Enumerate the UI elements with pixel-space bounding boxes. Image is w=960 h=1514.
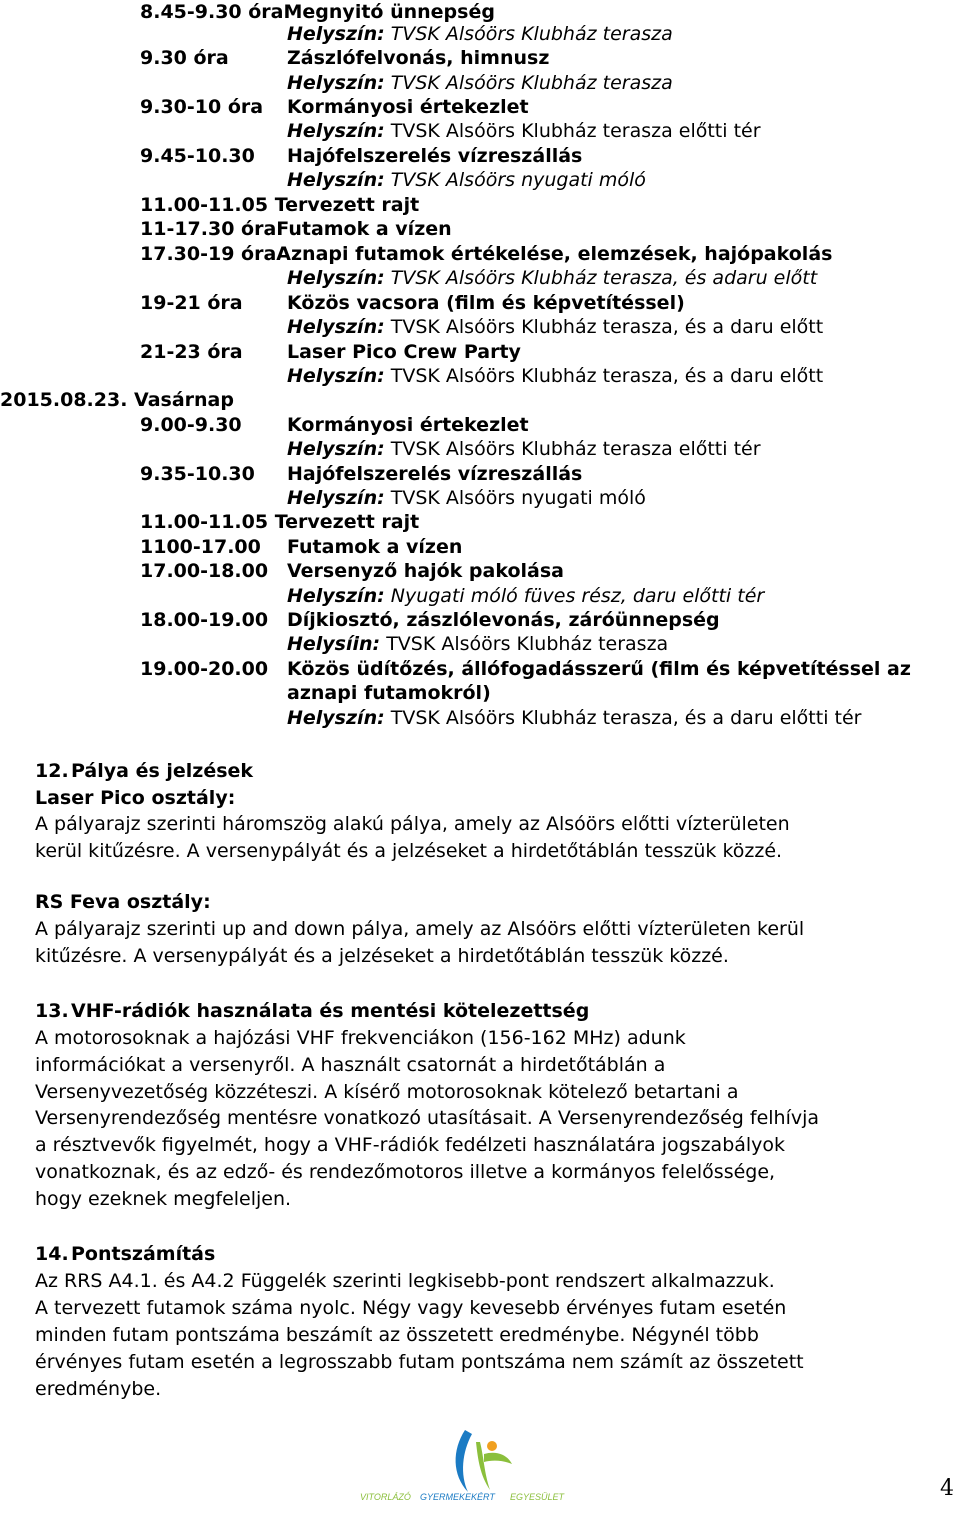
time: 17.00-18.00	[140, 560, 269, 582]
time: 21-23 óra	[140, 341, 243, 363]
location-label: Helyszín:	[287, 707, 385, 729]
location-label: Helyszín:	[287, 487, 385, 509]
rs-title: RS Feva osztály:	[35, 891, 211, 913]
schedule-row	[140, 242, 832, 266]
event: Közös üdítőzés, állófogadásszerű (film és képvetítéssel az	[287, 658, 911, 680]
location-label: Helyszín:	[287, 169, 385, 191]
location-text: TVSK Alsóörs Klubház terasza, és a daru előtt	[384, 365, 824, 387]
location-line	[287, 266, 817, 290]
location-line	[287, 364, 823, 388]
paragraph-line: Versenyrendezőség mentésre vonatkozó utasításait. A Versenyrendezőség felhívja	[35, 1107, 820, 1129]
paragraph-line: A tervezett futamok száma nyolc. Négy vagy kevesebb érvényes futam esetén	[35, 1297, 787, 1319]
location-line	[287, 71, 673, 95]
event: Tervezett rajt	[274, 194, 420, 216]
organization-logo	[360, 1420, 600, 1510]
event: Laser Pico Crew Party	[287, 341, 521, 363]
location-text: TVSK Alsóörs Klubház terasza, és a daru előtt	[384, 316, 824, 338]
event: Közös vacsora (film és képvetítéssel)	[287, 292, 685, 314]
location-text: TVSK Alsóörs Klubház terasza, és a daru előtti tér	[384, 707, 862, 729]
svg-text:EGYESÜLET: EGYESÜLET	[510, 1492, 565, 1502]
schedule-row	[140, 193, 419, 217]
location-line	[287, 584, 764, 608]
location-label: Helyszín:	[287, 23, 385, 45]
time: 11-17.30 óra	[140, 218, 277, 240]
location-label: Helysíin:	[287, 633, 381, 655]
event: Kormányosi értekezlet	[287, 96, 529, 118]
svg-text:VITORLÁZÓ: VITORLÁZÓ	[360, 1492, 411, 1502]
location-label: Helyszín:	[287, 438, 385, 460]
time: 11.00-11.05	[140, 511, 269, 533]
paragraph-line: eredménybe.	[35, 1378, 162, 1400]
time: 17.30-19 óra	[140, 243, 277, 265]
time: 1100-17.00	[140, 536, 261, 558]
time: 9.30 óra	[140, 47, 229, 69]
paragraph-line: minden futam pontszáma beszámít az összetett eredménybe. Négynél több	[35, 1324, 759, 1346]
event: Versenyző hajók pakolása	[287, 560, 564, 582]
time: 8.45-9.30 óra	[140, 1, 284, 23]
time: 19-21 óra	[140, 292, 243, 314]
event: Hajófelszerelés vízreszállás	[287, 463, 583, 485]
location-label: Helyszín:	[287, 267, 385, 289]
location-label: Helyszín:	[287, 72, 385, 94]
schedule-row	[140, 217, 452, 241]
time: 9.45-10.30	[140, 145, 255, 167]
schedule-row	[140, 510, 419, 534]
paragraph-line: a résztvevők figyelmét, hogy a VHF-rádiók fedélzeti használatára jogszabályok	[35, 1134, 786, 1156]
event: Díjkiosztó, zászlólevonás, záróünnepség	[287, 609, 720, 631]
location-text: TVSK Alsóörs Klubház terasza előtti tér	[384, 438, 761, 460]
schedule-row	[140, 0, 495, 24]
location-label: Helyszín:	[287, 365, 385, 387]
event: Kormányosi értekezlet	[287, 414, 529, 436]
laser-title: Laser Pico osztály:	[35, 787, 236, 809]
section-number: 13.	[35, 1000, 69, 1022]
paragraph-line: Az RRS A4.1. és A4.2 Függelék szerinti legkisebb-pont rendszert alkalmazzuk.	[35, 1270, 775, 1292]
paragraph-line: információkat a versenyről. A használt csatornát a hirdetőtáblán a	[35, 1054, 666, 1076]
location-line	[287, 168, 646, 192]
paragraph-line: A pályarajz szerinti up and down pálya, amely az Alsóörs előtti vízterületen kerül	[35, 918, 805, 940]
location-line	[287, 632, 668, 656]
paragraph-line: kerül kitűzésre. A versenypályát és a jelzéseket a hirdetőtáblán tesszük közzé.	[35, 840, 783, 862]
section-title: VHF-rádiók használata és mentési kötelezettség	[71, 1000, 590, 1022]
location-text: TVSK Alsóörs nyugati móló	[384, 487, 646, 509]
location-line	[287, 22, 673, 46]
time: 9.35-10.30	[140, 463, 255, 485]
location-label: Helyszín:	[287, 316, 385, 338]
paragraph-line: kitűzésre. A versenypályát és a jelzéseket a hirdetőtáblán tesszük közzé.	[35, 945, 729, 967]
location-label: Helyszín:	[287, 120, 385, 142]
sunday-header: 2015.08.23. Vasárnap	[0, 389, 234, 411]
time: 9.00-9.30	[140, 414, 242, 436]
schedule-row	[140, 46, 229, 70]
event-continued: aznapi futamokról)	[287, 682, 491, 704]
location-text: Nyugati móló füves rész, daru előtti tér	[384, 585, 765, 607]
location-text: TVSK Alsóörs Klubház terasza	[384, 72, 673, 94]
page-number: 4	[940, 1476, 954, 1501]
location-text: TVSK Alsóörs Klubház terasza	[384, 23, 673, 45]
paragraph-line: vonatkoznak, és az edző- és rendezőmotoros illetve a kormányos felelőssége,	[35, 1161, 776, 1183]
paragraph-line: A motorosoknak a hajózási VHF frekvenciákon (156-162 MHz) adunk	[35, 1027, 686, 1049]
event: Tervezett rajt	[274, 511, 420, 533]
location-line	[287, 119, 761, 143]
event: Hajófelszerelés vízreszállás	[287, 145, 583, 167]
event: Futamok a vízen	[276, 218, 452, 240]
event: Zászlófelvonás, himnusz	[287, 47, 550, 69]
paragraph-line: érvényes futam esetén a legrosszabb futam pontszáma nem számít az összetett	[35, 1351, 804, 1373]
event: Aznapi futamok értékelése, elemzések, hajópakolás	[276, 243, 833, 265]
section-title: Pálya és jelzések	[71, 760, 254, 782]
paragraph-line: hogy ezeknek megfeleljen.	[35, 1188, 292, 1210]
paragraph-line: Versenyvezetőség közzéteszi. A kísérő motorosoknak kötelező betartani a	[35, 1081, 739, 1103]
time: 19.00-20.00	[140, 658, 269, 680]
time: 9.30-10 óra	[140, 96, 264, 118]
location-label: Helyszín:	[287, 585, 385, 607]
section-title: Pontszámítás	[71, 1243, 216, 1265]
section-number: 14.	[35, 1243, 69, 1265]
time: 18.00-19.00	[140, 609, 269, 631]
location-line	[287, 315, 823, 339]
location-text: TVSK Alsóörs nyugati móló	[384, 169, 646, 191]
paragraph-line: A pályarajz szerinti háromszög alakú pálya, amely az Alsóörs előtti vízterületen	[35, 813, 790, 835]
logo-figure-icon	[360, 1420, 600, 1510]
location-line	[287, 486, 646, 510]
section-number: 12.	[35, 760, 69, 782]
location-text: TVSK Alsóörs Klubház terasza, és adaru előtt	[384, 267, 818, 289]
location-line	[287, 706, 861, 730]
time: 11.00-11.05	[140, 194, 269, 216]
event: Futamok a vízen	[287, 536, 463, 558]
location-text: TVSK Alsóörs Klubház terasza előtti tér	[384, 120, 761, 142]
location-text: TVSK Alsóörs Klubház terasza	[380, 633, 669, 655]
event: Megnyitó ünnepség	[283, 1, 495, 23]
svg-text:GYERMEKEKÉRT: GYERMEKEKÉRT	[420, 1492, 495, 1502]
location-line	[287, 437, 761, 461]
